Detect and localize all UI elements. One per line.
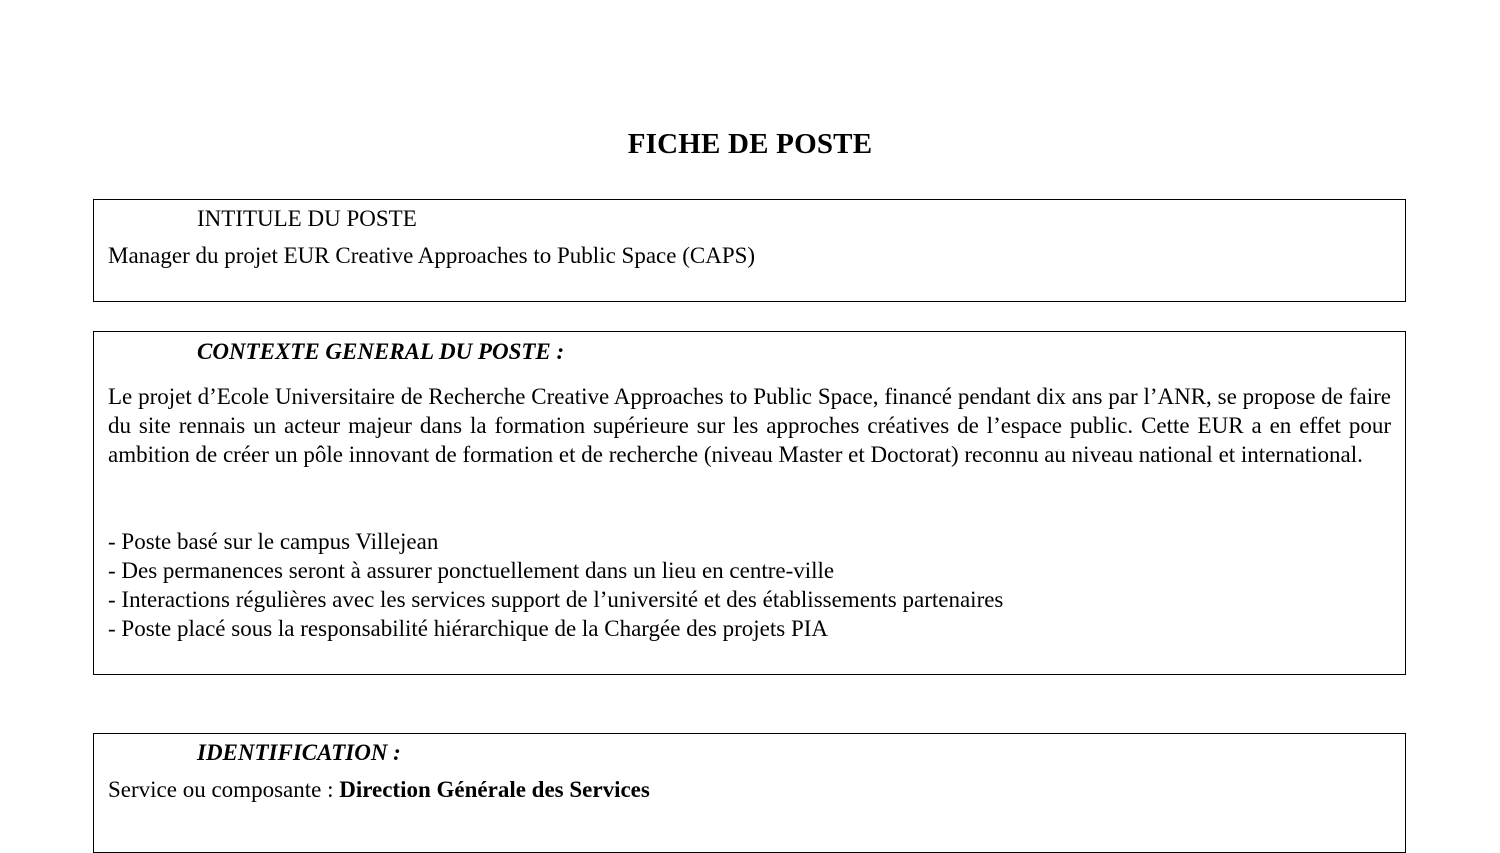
intitule-section — [93, 199, 1406, 302]
list-item: - Poste placé sous la responsabilité hiérarchique de la Chargée des projets PIA — [108, 616, 829, 641]
contexte-bullet-list — [108, 527, 1003, 643]
contexte-section — [93, 331, 1406, 675]
identification-service — [108, 775, 1391, 804]
intitule-value: Manager du projet EUR Creative Approaches to Public Space (CAPS) — [108, 243, 756, 268]
list-item: - Des permanences seront à assurer ponctuellement dans un lieu en centre-ville — [108, 558, 835, 583]
page-title: FICHE DE POSTE — [627, 128, 873, 160]
identification-section — [93, 733, 1406, 853]
list-item: - Poste basé sur le campus Villejean — [108, 529, 439, 554]
service-label: Service ou composante : — [108, 777, 340, 802]
intitule-heading: INTITULE DU POSTE — [197, 206, 417, 231]
identification-heading: IDENTIFICATION : — [197, 740, 401, 765]
contexte-paragraph: Le projet d’Ecole Universitaire de Recherche Creative Approaches to Public Space, financé pendant dix ans par l’ANR, se propose de faire du site rennais un acteur majeur dans la formation supérieure sur les approches créatives de l’espace public. Cette EUR a en effet pour ambition de créer un pôle innovant de formation et de recherche (niveau Master et Doctorat) reconnu au niveau national et international. — [108, 384, 1391, 467]
service-value: Direction Générale des Services — [339, 777, 650, 802]
contexte-heading: CONTEXTE GENERAL DU POSTE : — [197, 339, 565, 364]
list-item: - Interactions régulières avec les services support de l’université et des établissements partenaires — [108, 587, 1004, 612]
